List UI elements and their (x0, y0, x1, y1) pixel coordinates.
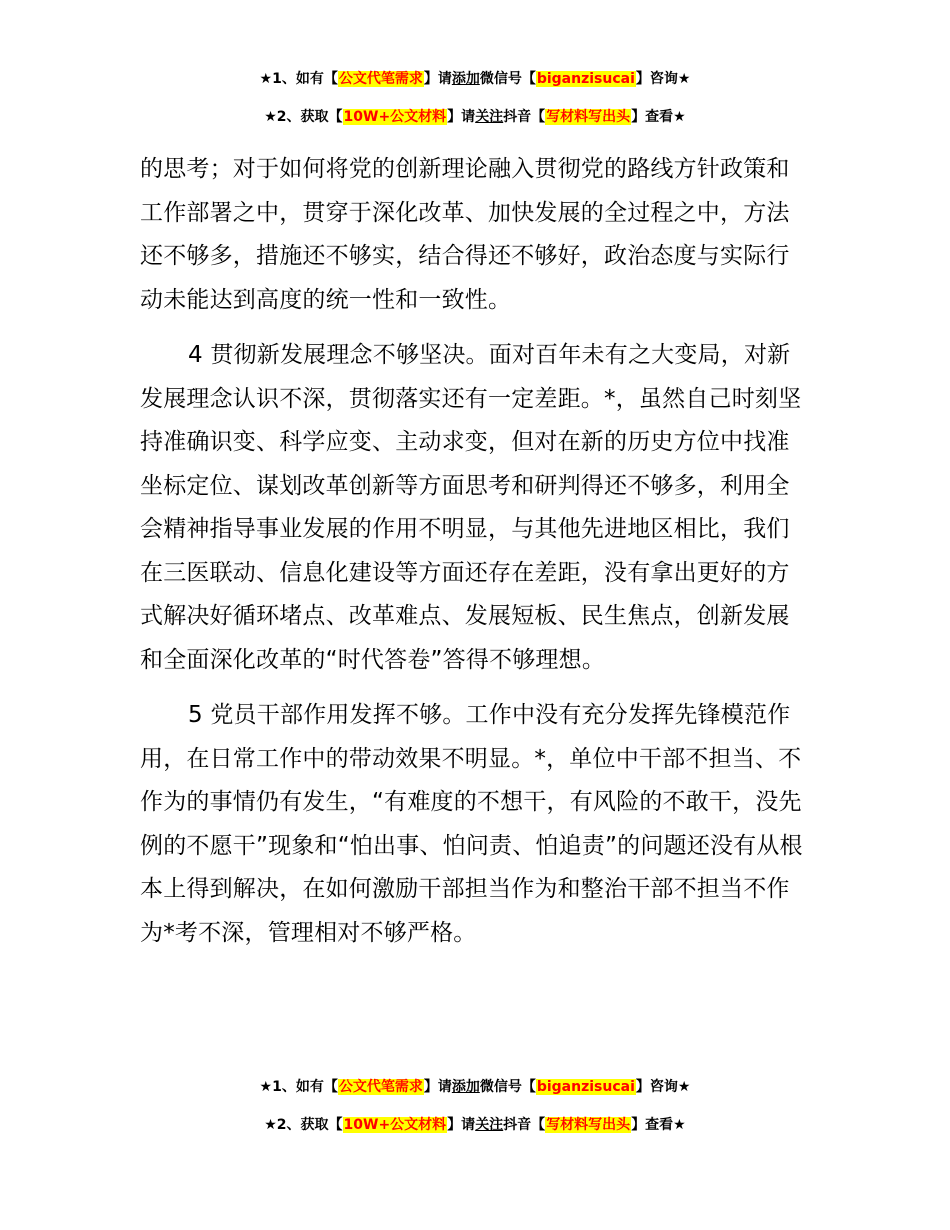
promo-text: 抖音【 (503, 1117, 546, 1133)
promo-highlight-douyin-account: 写材料写出头 (546, 109, 631, 125)
promo-highlight-materials: 10W+公文材料 (343, 109, 447, 125)
document-body (140, 148, 812, 967)
promo-suffix: 】查看★ (631, 1117, 686, 1133)
promo-highlight-wechat-id: biganzisucai (536, 1079, 635, 1095)
promo-suffix: 】查看★ (631, 109, 686, 125)
promo-text: 】请 (423, 71, 452, 87)
body-paragraph-1: 的思考；对于如何将党的创新理论融入贯彻党的路线方针政策和工作部署之中，贯穿于深化改革、加快发展的全过程之中，方法还不够多，措施还不够实，结合得还不够好，政治态度与实际行动未能达到高度的统一性和一致性。 (140, 156, 790, 313)
footer-promo-line-2 (0, 1115, 950, 1135)
promo-highlight-wechat-id: biganzisucai (536, 71, 635, 87)
body-paragraph-2: 4 贯彻新发展理念不够坚决。面对百年未有之大变局，对新发展理念认识不深，贯彻落实还有一定差距。*，虽然自己时刻坚持准确识变、科学应变、主动求变，但对在新的历史方位中找准坐标定位、谋划改革创新等方面思考和研判得还不够多，利用全会精神指导事业发展的作用不明显，与其他先进地区相比，我们在三医联动、信息化建设等方面还存在差距，没有拿出更好的方式解决好循环堵点、改革难点、发展短板、民生焦点，创新发展和全面深化改革的“时代答卷”答得不够理想。 (140, 342, 802, 673)
promo-suffix: 】咨询★ (635, 1079, 691, 1095)
footer-promo-line-1 (0, 1077, 950, 1097)
promo-underlined-action: 添加 (451, 1079, 480, 1095)
promo-text: 微信号【 (479, 1079, 536, 1095)
promo-prefix: ★2、获取【 (264, 1117, 343, 1133)
promo-underlined-action: 添加 (451, 71, 480, 87)
promo-highlight-service: 公文代笔需求 (338, 71, 423, 87)
promo-prefix: ★1、如有【 (259, 1079, 338, 1095)
promo-text: 微信号【 (479, 71, 536, 87)
promo-text: 】请 (447, 1117, 476, 1133)
promo-underlined-action: 关注 (475, 1117, 504, 1133)
promo-highlight-materials: 10W+公文材料 (343, 1117, 447, 1133)
promo-prefix: ★1、如有【 (259, 71, 338, 87)
header-promo-line-2 (0, 107, 950, 127)
promo-prefix: ★2、获取【 (264, 109, 343, 125)
promo-underlined-action: 关注 (475, 109, 504, 125)
promo-suffix: 】咨询★ (635, 71, 691, 87)
header-promo-line-1 (0, 69, 950, 89)
promo-text: 抖音【 (503, 109, 546, 125)
promo-text: 】请 (447, 109, 476, 125)
promo-highlight-service: 公文代笔需求 (338, 1079, 423, 1095)
promo-text: 】请 (423, 1079, 452, 1095)
body-paragraph-3: 5 党员干部作用发挥不够。工作中没有充分发挥先锋模范作用，在日常工作中的带动效果不明显。*，单位中干部不担当、不作为的事情仍有发生，“有难度的不想干，有风险的不敢干，没先例的不愿干”现象和“怕出事、怕问责、怕追责”的问题还没有从根本上得到解决，在如何激励干部担当作为和整治干部不担当不作为*考不深，管理相对不够严格。 (140, 702, 803, 946)
promo-highlight-douyin-account: 写材料写出头 (546, 1117, 631, 1133)
